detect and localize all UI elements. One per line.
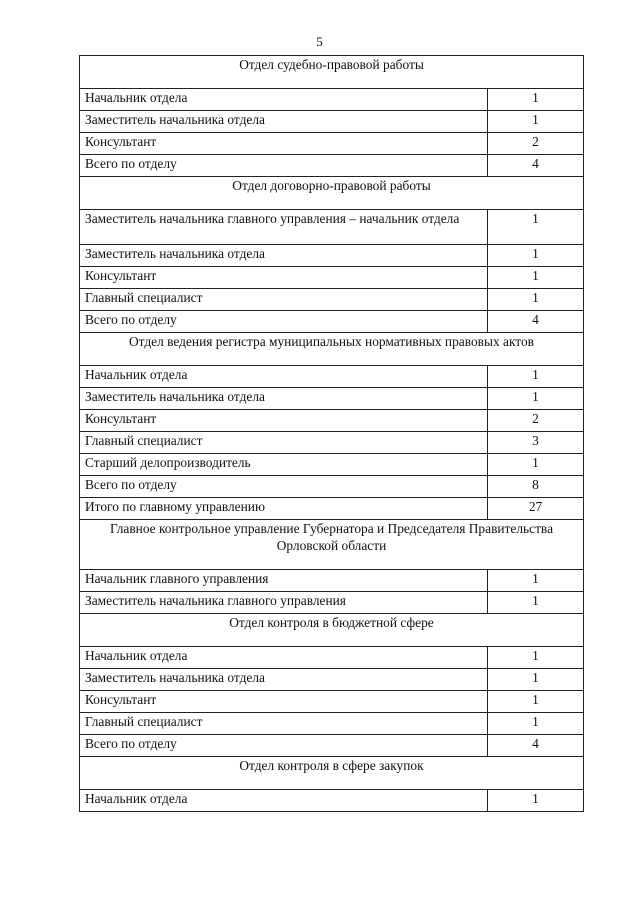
staff-count: 4 (488, 155, 584, 177)
staff-count: 1 (488, 454, 584, 476)
staff-count: 1 (488, 366, 584, 388)
table-row (80, 267, 584, 289)
table-row (80, 111, 584, 133)
position-title: Всего по отделу (80, 735, 488, 757)
staff-count: 1 (488, 669, 584, 691)
position-title: Всего по отделу (80, 311, 488, 333)
staff-count: 1 (488, 713, 584, 735)
table-row (80, 388, 584, 410)
page-number: 5 (316, 34, 323, 49)
staff-count: 1 (488, 570, 584, 592)
staff-count: 2 (488, 133, 584, 155)
staff-count: 1 (488, 388, 584, 410)
staff-count: 4 (488, 311, 584, 333)
position-title: Всего по отделу (80, 155, 488, 177)
staff-count: 1 (488, 647, 584, 669)
position-title: Начальник отдела (80, 366, 488, 388)
staff-table-body (80, 56, 584, 812)
position-title: Начальник отдела (80, 89, 488, 111)
section-title: Главное контрольное управление Губернатора и Председателя Правительства Орловской области (80, 520, 584, 570)
position-title: Заместитель начальника главного управления – начальник отдела (80, 210, 488, 245)
staff-count: 1 (488, 592, 584, 614)
position-title: Заместитель начальника отдела (80, 388, 488, 410)
position-title: Начальник отдела (80, 790, 488, 812)
table-row (80, 410, 584, 432)
table-row (80, 366, 584, 388)
position-title: Начальник отдела (80, 647, 488, 669)
table-row (80, 592, 584, 614)
table-row (80, 735, 584, 757)
staff-count: 1 (488, 691, 584, 713)
staff-count: 27 (488, 498, 584, 520)
table-row (80, 498, 584, 520)
position-title: Главный специалист (80, 432, 488, 454)
section-header-row (80, 333, 584, 366)
position-title: Консультант (80, 410, 488, 432)
position-title: Заместитель начальника отдела (80, 245, 488, 267)
staff-count: 2 (488, 410, 584, 432)
staff-count: 1 (488, 289, 584, 311)
table-row (80, 669, 584, 691)
table-row (80, 432, 584, 454)
table-row (80, 570, 584, 592)
table-row (80, 476, 584, 498)
table-row (80, 691, 584, 713)
position-title: Заместитель начальника главного управления (80, 592, 488, 614)
position-title: Консультант (80, 267, 488, 289)
position-title: Заместитель начальника отдела (80, 669, 488, 691)
table-row (80, 647, 584, 669)
section-header-row (80, 520, 584, 570)
section-header-row (80, 177, 584, 210)
position-title: Консультант (80, 691, 488, 713)
section-header-row (80, 56, 584, 89)
table-row (80, 289, 584, 311)
position-title: Заместитель начальника отдела (80, 111, 488, 133)
staff-count: 4 (488, 735, 584, 757)
position-title: Старший делопроизводитель (80, 454, 488, 476)
section-title: Отдел контроля в бюджетной сфере (80, 614, 584, 647)
position-title: Консультант (80, 133, 488, 155)
position-title: Начальник главного управления (80, 570, 488, 592)
section-header-row (80, 614, 584, 647)
staff-count: 1 (488, 790, 584, 812)
position-title: Главный специалист (80, 289, 488, 311)
table-row (80, 454, 584, 476)
staff-count: 1 (488, 111, 584, 133)
table-row (80, 155, 584, 177)
section-title: Отдел договорно-правовой работы (80, 177, 584, 210)
table-row (80, 133, 584, 155)
table-row (80, 210, 584, 245)
staff-count: 1 (488, 210, 584, 245)
table-row (80, 311, 584, 333)
table-row (80, 790, 584, 812)
staff-count: 8 (488, 476, 584, 498)
table-row (80, 89, 584, 111)
position-title: Главный специалист (80, 713, 488, 735)
section-title: Отдел ведения регистра муниципальных нормативных правовых актов (80, 333, 584, 366)
section-header-row (80, 757, 584, 790)
staff-count: 1 (488, 245, 584, 267)
staff-table (79, 55, 584, 812)
staff-count: 3 (488, 432, 584, 454)
position-title: Всего по отделу (80, 476, 488, 498)
staff-count: 1 (488, 267, 584, 289)
table-row (80, 245, 584, 267)
position-title: Итого по главному управлению (80, 498, 488, 520)
section-title: Отдел контроля в сфере закупок (80, 757, 584, 790)
table-row (80, 713, 584, 735)
section-title: Отдел судебно-правовой работы (80, 56, 584, 89)
staff-count: 1 (488, 89, 584, 111)
